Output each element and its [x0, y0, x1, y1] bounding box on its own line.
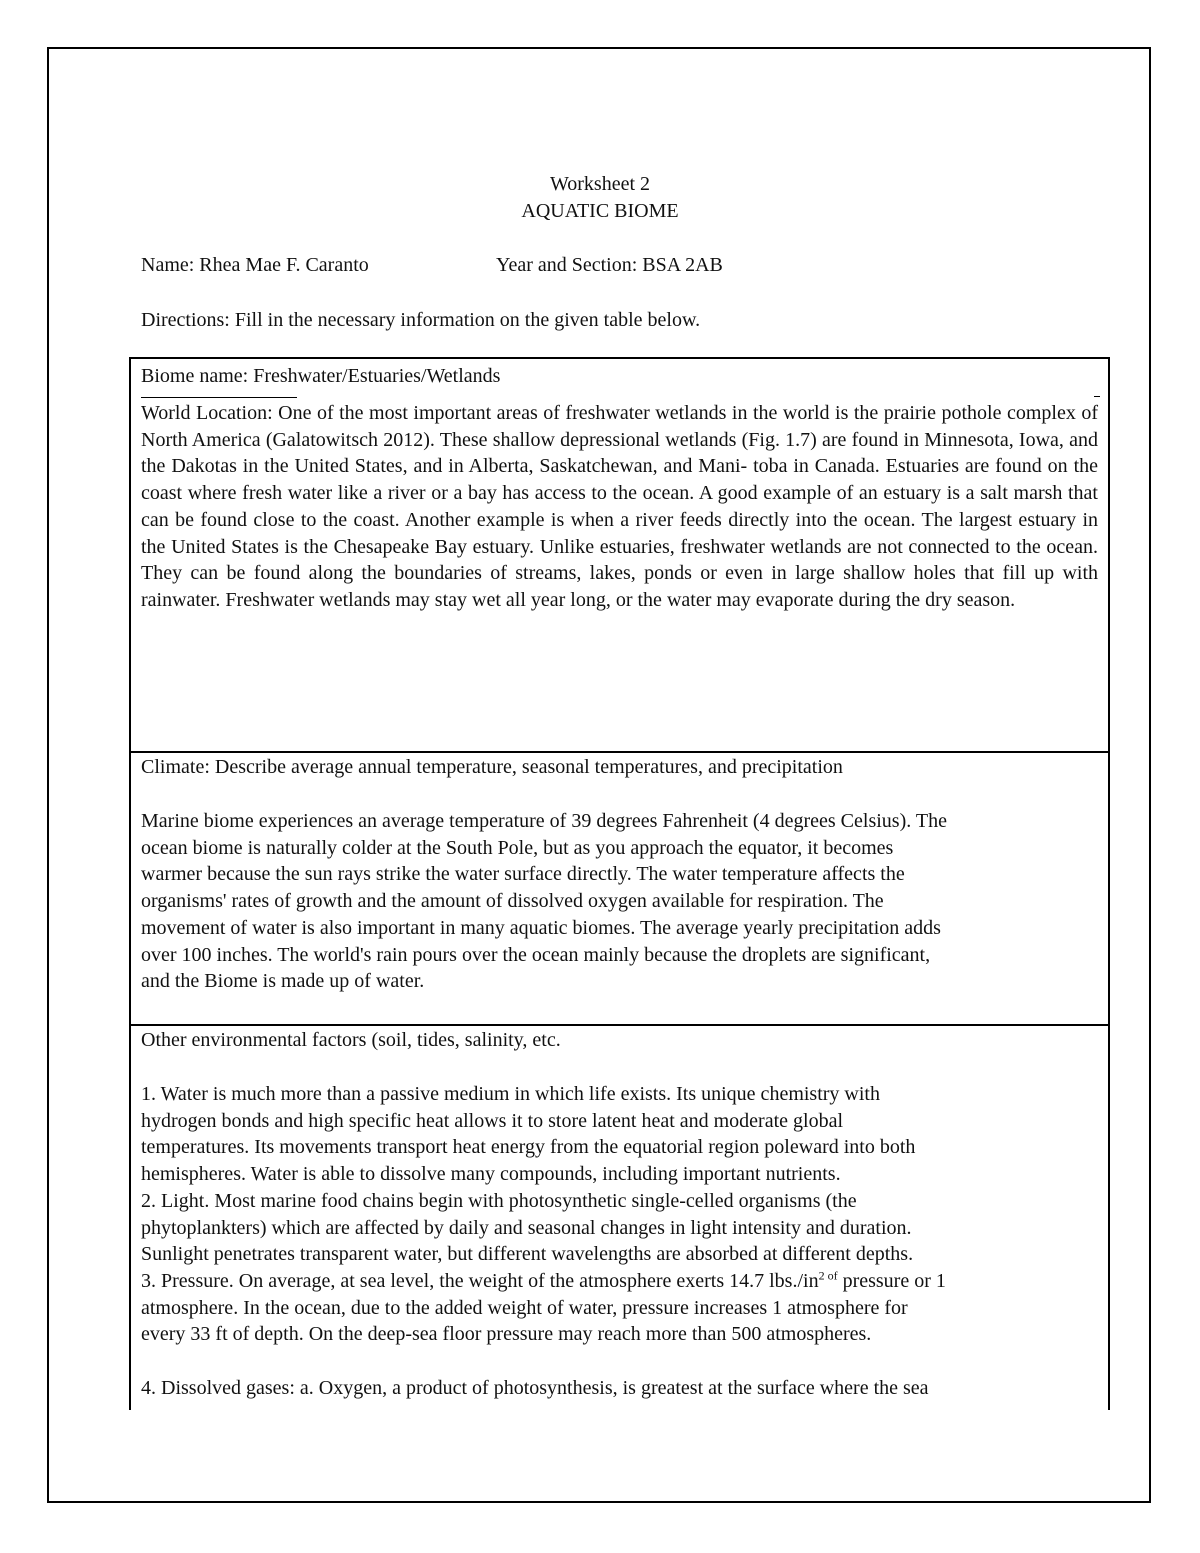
factor-line: Sunlight penetrates transparent water, but different wavelengths are absorbed at different depths. [141, 1243, 914, 1266]
factor-line: 1. Water is much more than a passive medium in which life exists. Its unique chemistry with [141, 1083, 880, 1105]
pressure-superscript: 2 of [818, 1268, 838, 1283]
climate-label: Climate: Describe average annual temperature, seasonal temperatures, and precipitation [141, 756, 843, 778]
pressure-text: 3. Pressure. On average, at sea level, the weight of the atmosphere exerts 14.7 lbs./in [141, 1269, 819, 1292]
biome-table [129, 357, 1110, 1410]
factor-line: hemispheres. Water is able to dissolve many compounds, including important nutrients. [141, 1163, 841, 1186]
year-section: Year and Section: BSA 2AB [496, 254, 723, 276]
cell-divider-right [1094, 396, 1100, 397]
biome-name-row [131, 359, 1108, 395]
pressure-line [141, 1268, 1098, 1295]
other-factors-label: Other environmental factors (soil, tides, salinity, etc. [141, 1029, 561, 1051]
factor-line: every 33 ft of depth. On the deep-sea floor pressure may reach more than 500 atmospheres. [141, 1323, 872, 1346]
climate-line: warmer because the sun rays strike the water surface directly. The water temperature affects the [141, 863, 905, 886]
climate-line: ocean biome is naturally colder at the South Pole, but as you approach the equator, it becomes [141, 836, 894, 859]
worksheet-title: Worksheet 2 [549, 173, 651, 195]
row-divider [131, 751, 1108, 753]
climate-line: Marine biome experiences an average temperature of 39 degrees Fahrenheit (4 degrees Celsius). The [141, 810, 947, 832]
factor-line: 4. Dissolved gases: a. Oxygen, a product of photosynthesis, is greatest at the surface where the sea [141, 1376, 929, 1399]
other-factors-text [141, 1081, 1098, 1401]
factor-line: hydrogen bonds and high specific heat allows it to store latent heat and moderate global [141, 1109, 844, 1132]
blank-line [141, 1348, 1098, 1375]
biome-name: Biome name: Freshwater/Estuaries/Wetlands [141, 365, 501, 387]
directions: Directions: Fill in the necessary information on the given table below. [141, 309, 701, 331]
worksheet-subtitle: AQUATIC BIOME [521, 200, 679, 222]
row-divider [131, 1024, 1108, 1026]
world-location-text: World Location: One of the most important areas of freshwater wetlands in the world is the prairie pothole complex of North America (Galatowitsch 2012). These shallow depressional wetlands (Fig. 1.7) are found in Minnesota, Iowa, and the Dakotas in the United States, and in Alberta, Saskatchewan, and Mani- toba in Canada. Estuaries are found on the coast where fresh water like a river or a bay has access to the ocean. A good example of an estuary is a salt marsh that can be found close to the coast. Another example is when a river feeds directly into the ocean. The largest estuary in the United States is the Chesapeake Bay estuary. Unlike estuaries, freshwater wetlands are not connected to the ocean. They can be found along the boundaries of streams, lakes, ponds or even in large shallow holes that fill up with rainwater. Freshwater wetlands may stay wet all year long, or the water may evaporate during the dry season. [141, 402, 1098, 611]
cell-divider-left [141, 397, 297, 398]
climate-text [141, 808, 1098, 995]
climate-line: organisms' rates of growth and the amount of dissolved oxygen available for respiration. The [141, 890, 884, 913]
student-name: Name: Rhea Mae F. Caranto [141, 254, 369, 276]
factor-line: atmosphere. In the ocean, due to the added weight of water, pressure increases 1 atmosphere for [141, 1296, 908, 1319]
factor-line: phytoplankters) which are affected by daily and seasonal changes in light intensity and duration. [141, 1216, 912, 1239]
climate-line: over 100 inches. The world's rain pours over the ocean mainly because the droplets are significant, [141, 943, 931, 966]
factor-line: 2. Light. Most marine food chains begin with photosynthetic single-celled organisms (the [141, 1189, 857, 1212]
climate-line: movement of water is also important in many aquatic biomes. The average yearly precipitation adds [141, 916, 941, 939]
factor-line: temperatures. Its movements transport heat energy from the equatorial region poleward into both [141, 1136, 916, 1159]
climate-line: and the Biome is made up of water. [141, 970, 425, 993]
pressure-text-end: pressure or 1 [837, 1269, 946, 1292]
